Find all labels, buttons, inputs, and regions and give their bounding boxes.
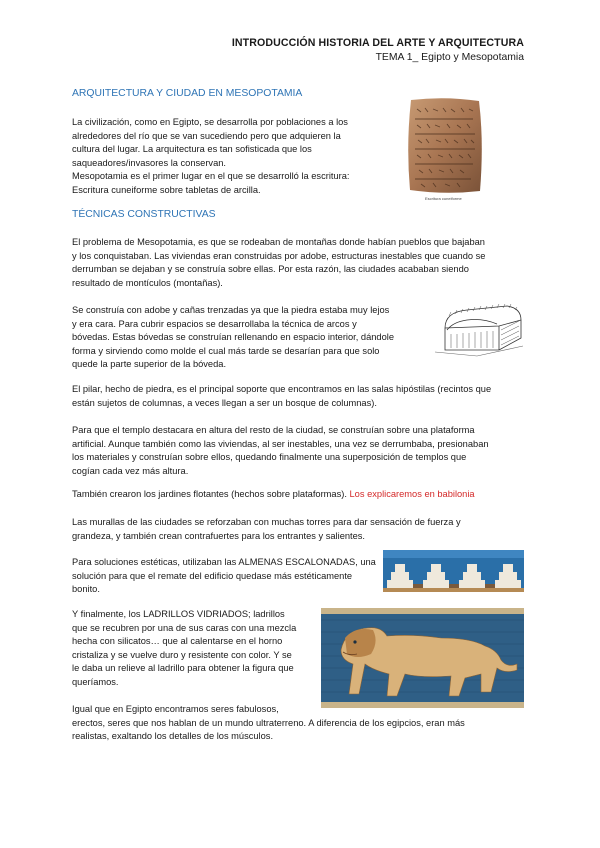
text-line: Y finalmente, los LADRILLOS VIDRIADOS; ladrillos: [72, 609, 285, 619]
text-line: queríamos.: [72, 676, 119, 687]
text-line: bóvedas. Estas bóvedas se construían rellenando en espacio interior, dándole: [72, 332, 394, 342]
image-caption: Escritura cuneiforme: [425, 196, 462, 201]
text-line: erectos, seres que nos hablan de un mundo ultraterreno. A diferencia de los egipcios, eran más: [72, 717, 465, 728]
text-line: Escritura cuneiforme sobre tabletas de arcilla.: [72, 184, 261, 195]
text-line: solución para que el remate del edificio quedase más estéticamente: [72, 570, 353, 581]
text-line: quede la parte superior de la bóveda.: [72, 359, 227, 369]
paragraph-murallas: [72, 516, 461, 543]
section-heading-mesopotamia: ARQUITECTURA Y CIUDAD EN MESOPOTAMIA: [72, 88, 303, 99]
paragraph-templo: [72, 424, 489, 478]
text-line: que se recubren por una de sus caras con una mezcla: [72, 622, 297, 633]
text-line: saqueadores/invasores la conservan.: [72, 157, 227, 168]
document-title: INTRODUCCIÓN HISTORIA DEL ARTE Y ARQUITECTURA: [231, 37, 524, 49]
text-line: alrededores del río que se van sucediendo pero que adquieren la: [72, 130, 341, 141]
text-line: resultado de montículos (montañas).: [72, 277, 223, 288]
text-line: El problema de Mesopotamia, es que se rodeaban de montañas donde habían pueblos que bajaban: [72, 237, 485, 247]
text-line: hecha con silicatos… que al calentarse en el horno: [72, 636, 283, 646]
paragraph-almenas: [72, 556, 376, 597]
text-line: Las murallas de las ciudades se reforzaban con muchas torres para dar sensación de fuerza y: [72, 517, 461, 527]
text-line: bonito.: [72, 584, 100, 594]
text-line: Mesopotamia es el primer lugar en el que se desarrolló la escritura:: [72, 171, 350, 181]
text-line: realistas, exaltando los detalles de los músculos.: [72, 731, 274, 741]
text-line: El pilar, hecho de piedra, es el principal soporte que encontramos en las salas hipóstilas (recintos que: [72, 384, 492, 394]
babilonia-note: Los explicaremos en babilonia: [349, 489, 475, 499]
paragraph-pilar: [72, 383, 491, 410]
text-line: artificial. Aunque también como las viviendas, al ser inestables, una vez se derrumbaba, presionaban: [72, 438, 489, 449]
text-line: Se construía con adobe y cañas trenzadas ya que la piedra estaba muy lejos: [72, 305, 390, 315]
text-line: forma y sirviendo como molde el cual más tarde se desarían para que solo: [72, 345, 380, 356]
text-line: cultura del lugar. La arquitectura es tan sofisticada que los: [72, 144, 312, 154]
text-line: Para que el templo destacara en altura del resto de la ciudad, se construían sobre una plataforma: [72, 425, 475, 435]
text-line: cristaliza y se vuelve duro y resistente con color. Y se: [72, 649, 292, 660]
text-line: derrumban se dejaban y se construía sobre ellas. Por esta razón, las ciudades acababan siendo: [72, 264, 469, 274]
paragraph-adobe: [72, 304, 394, 372]
text-line: La civilización, como en Egipto, se desarrolla por poblaciones a los: [72, 117, 348, 127]
paragraph-problema: [72, 236, 485, 290]
vault-sketch-image: [433, 302, 525, 358]
text-line: están sujetos de columnas, a veces llegan a ser un bosque de columnas).: [72, 397, 377, 408]
text-line: Para soluciones estéticas, utilizaban las ALMENAS ESCALONADAS, una: [72, 557, 376, 567]
paragraph-ladrillos: [72, 608, 296, 689]
almenas-image: [383, 550, 524, 592]
paragraph-jardines: [72, 488, 475, 502]
text-line: y los conquistaban. Las viviendas eran construidas por adobe, estructuras inestables que cuando se: [72, 250, 486, 261]
text-line: y era cara. Para cubrir espacios se desarrollaba la técnica de arcos y: [72, 318, 357, 329]
section-heading-tecnicas: TÉCNICAS CONSTRUCTIVAS: [72, 209, 216, 220]
text-line: grandeza, y también crean contrafuertes para los entrantes y salientes.: [72, 530, 366, 541]
paragraph-seres: [72, 703, 465, 744]
intro-paragraph: [72, 116, 350, 197]
text-line: cogían cada vez más altura.: [72, 465, 189, 476]
glazed-brick-lion-image: [321, 608, 524, 708]
jardines-text: También crearon los jardines flotantes (hechos sobre plataformas).: [72, 489, 347, 499]
cuneiform-tablet-image: [405, 97, 485, 195]
text-line: le daba un relieve al ladrillo para obtener la figura que: [72, 663, 294, 673]
text-line: Igual que en Egipto encontramos seres fabulosos,: [72, 704, 279, 714]
text-line: los materiales y construían sobre ellos, quedando finalmente una superposición de templos que: [72, 452, 467, 462]
document-subtitle: TEMA 1_ Egipto y Mesopotamia: [375, 52, 524, 63]
